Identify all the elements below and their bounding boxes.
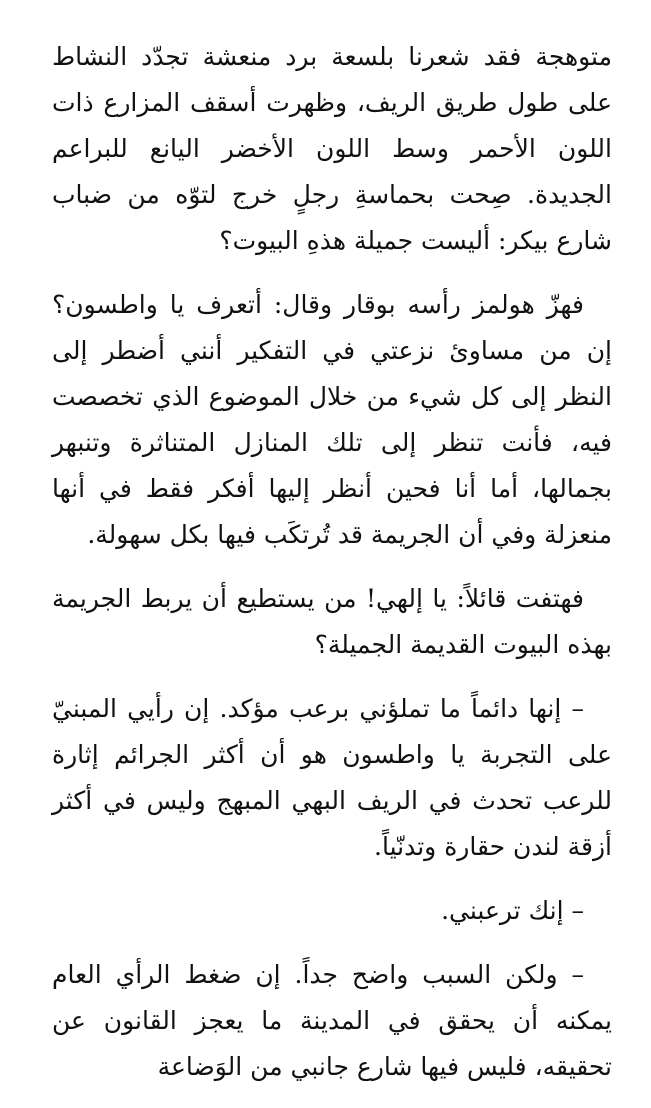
- book-page: [52, 34, 612, 1108]
- paragraph-1: متوهجة فقد شعرنا بلسعة برد منعشة تجدّد النشاط على طول طريق الريف، وظهرت أسقف المزارع ذات اللون الأحمر وسط اللون الأخضر اليانع للبراعم الجديدة. صِحت بحماسةِ رجلٍ خرج لتوّه من ضباب شارع بيكر: أليست جميلة هذهِ البيوت؟: [52, 42, 612, 255]
- paragraph-4: – إنها دائماً ما تملؤني برعب مؤكد. إن رأيي المبنيّ على التجربة يا واطسون هو أن أكثر الجرائم إثارة للرعب تحدث في الريف البهي المبهج وليس في أكثر أزقة لندن حقارة وتدنّياً.: [52, 694, 612, 861]
- paragraph-3: فهتفت قائلاً: يا إلهي! من يستطيع أن يربط الجريمة بهذه البيوت القديمة الجميلة؟: [52, 584, 612, 659]
- paragraph-2: فهزّ هولمز رأسه بوقار وقال: أتعرف يا واطسون؟ إن من مساوئ نزعتي في التفكير أنني أضطر إلى النظر إلى كل شيء من خلال الموضوع الذي تخصصت فيه، فأنت تنظر إلى تلك المنازل المتناثرة وتنبهر بجمالها، أما أنا فحين أنظر إليها أفكر فقط في أنها منعزلة وفي أن الجريمة قد تُرتكَب فيها بكل سهولة.: [52, 290, 612, 549]
- paragraph-6: – ولكن السبب واضح جداً. إن ضغط الرأي العام يمكنه أن يحقق في المدينة ما يعجز القانون عن تحقيقه، فليس فيها شارع جانبي من الوَضاعة: [52, 960, 612, 1081]
- paragraph-5: – إنك ترعبني.: [441, 896, 584, 925]
